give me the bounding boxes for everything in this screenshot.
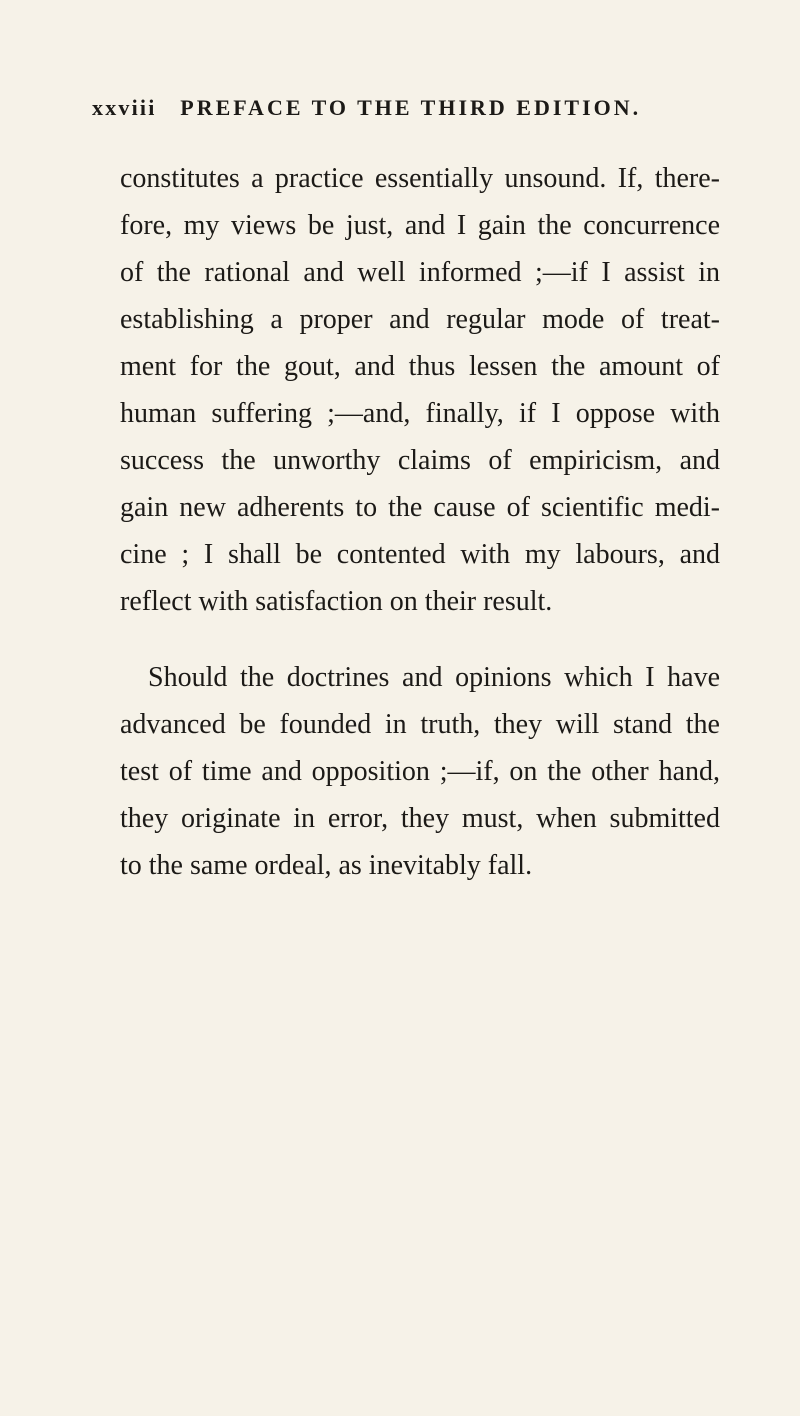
running-title: PREFACE TO THE THIRD EDITION.	[180, 95, 642, 120]
text-line: test of time and opposition ;—if, on the other hand,	[120, 756, 720, 787]
text-line: ment for the gout, and thus lessen the amount of	[120, 351, 720, 382]
text-line: human suffering ;—and, finally, if I oppose with	[120, 398, 720, 429]
text-line: cine ; I shall be contented with my labours, and	[120, 539, 720, 570]
text-line: reflect with satisfaction on their result.	[120, 586, 553, 617]
text-line: advanced be founded in truth, they will stand the	[120, 709, 720, 740]
text-line: establishing a proper and regular mode of treat-	[120, 304, 720, 335]
text-line: they originate in error, they must, when submitted	[120, 803, 720, 834]
text-line: to the same ordeal, as inevitably fall.	[120, 850, 533, 881]
text-line: constitutes a practice essentially unsound. If, there-	[120, 163, 720, 194]
running-head	[92, 88, 732, 128]
text-line: of the rational and well informed ;—if I assist in	[120, 257, 720, 288]
text-line: success the unworthy claims of empiricism, and	[120, 445, 720, 476]
page-number: xxviii	[92, 95, 157, 120]
text-line: Should the doctrines and opinions which I have	[148, 662, 720, 693]
text-line: fore, my views be just, and I gain the concurrence	[120, 210, 720, 241]
text-line: gain new adherents to the cause of scientific medi-	[120, 492, 720, 523]
